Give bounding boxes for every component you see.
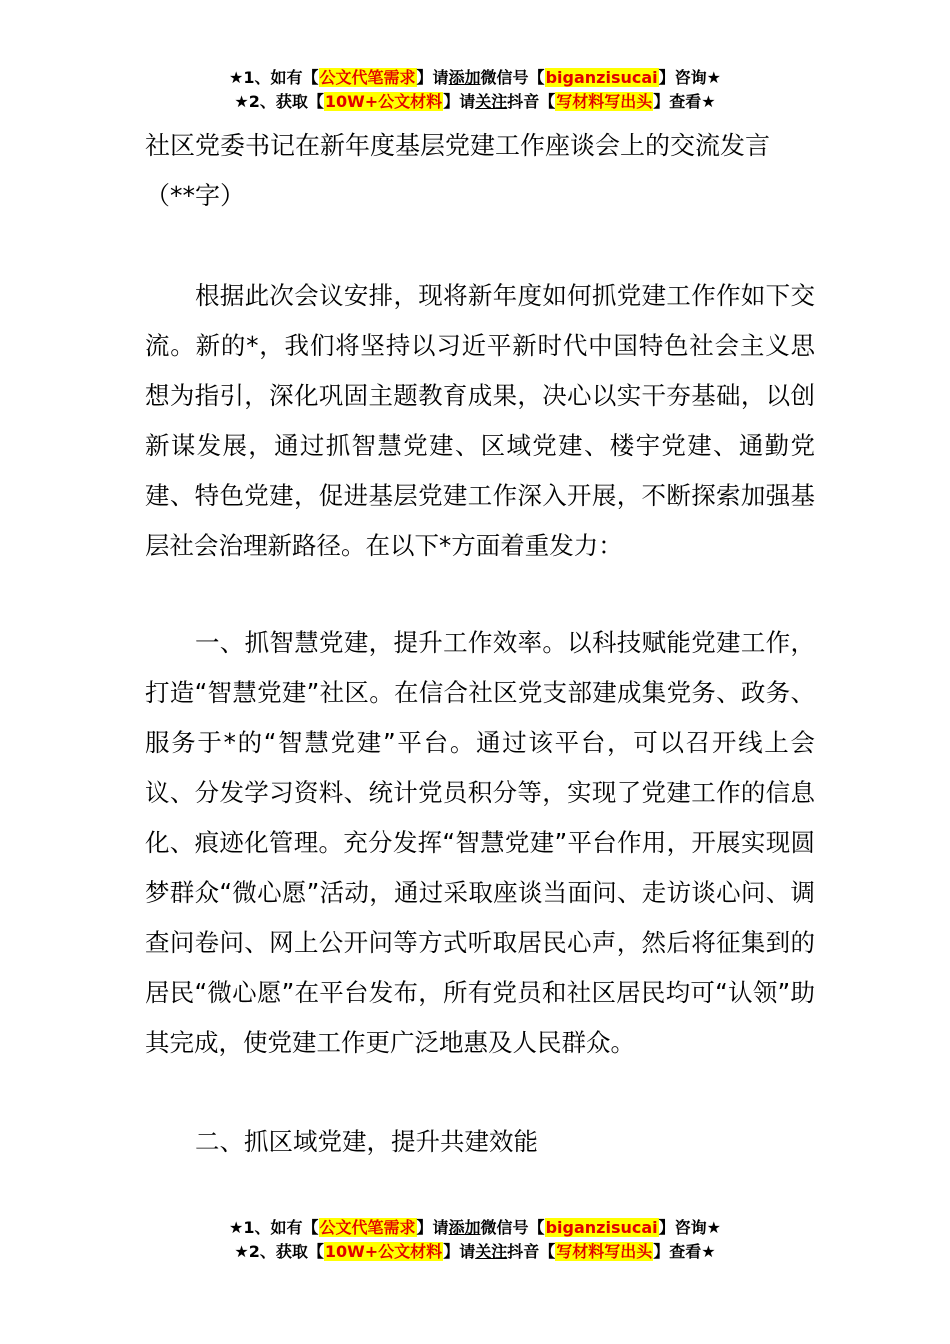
promo-line-1: ★1、如有【公文代笔需求】请添加微信号【biganzisucai】咨询★ xyxy=(229,68,721,87)
paragraph-smart-party-building: 一、抓智慧党建，提升工作效率。以科技赋能党建工作，打造“智慧党建”社区。在信合社区党支部建成集党务、政务、服务于*的“智慧党建”平台。通过该平台，可以召开线上会议、分发学习资料、统计党员积分等，实现了党建工作的信息化、痕迹化管理。充分发挥“智慧党建”平台作用，开展实现圆梦群众“微心愿”活动，通过采取座谈当面问、走访谈心问、调查问卷问、网上公开问等方式听取居民心声，然后将征集到的居民“微心愿”在平台发布，所有党员和社区居民均可“认领”助其完成，使党建工作更广泛地惠及人民群众。 xyxy=(145,628,815,1057)
promo-banner-bottom xyxy=(0,1216,950,1264)
promo-line-2: ★2、获取【10W+公文材料】请关注抖音【写材料写出头】查看★ xyxy=(234,1242,716,1261)
document-title: 社区党委书记在新年度基层党建工作座谈会上的交流发言（**字） xyxy=(145,131,771,210)
promo-line-2: ★2、获取【10W+公文材料】请关注抖音【写材料写出头】查看★ xyxy=(234,92,716,111)
paragraph-regional-party-building: 二、抓区域党建，提升共建效能 xyxy=(195,1127,538,1156)
promo-banner-top xyxy=(0,66,950,114)
paragraph-intro: 根据此次会议安排，现将新年度如何抓党建工作作如下交流。新的*，我们将坚持以习近平新时代中国特色社会主义思想为指引，深化巩固主题教育成果，决心以实干夯基础，以创新谋发展，通过抓智慧党建、区域党建、楼宇党建、通勤党建、特色党建，促进基层党建工作深入开展，不断探索加强基层社会治理新路径。在以下*方面着重发力： xyxy=(145,281,815,560)
promo-line-1: ★1、如有【公文代笔需求】请添加微信号【biganzisucai】咨询★ xyxy=(229,1218,721,1237)
